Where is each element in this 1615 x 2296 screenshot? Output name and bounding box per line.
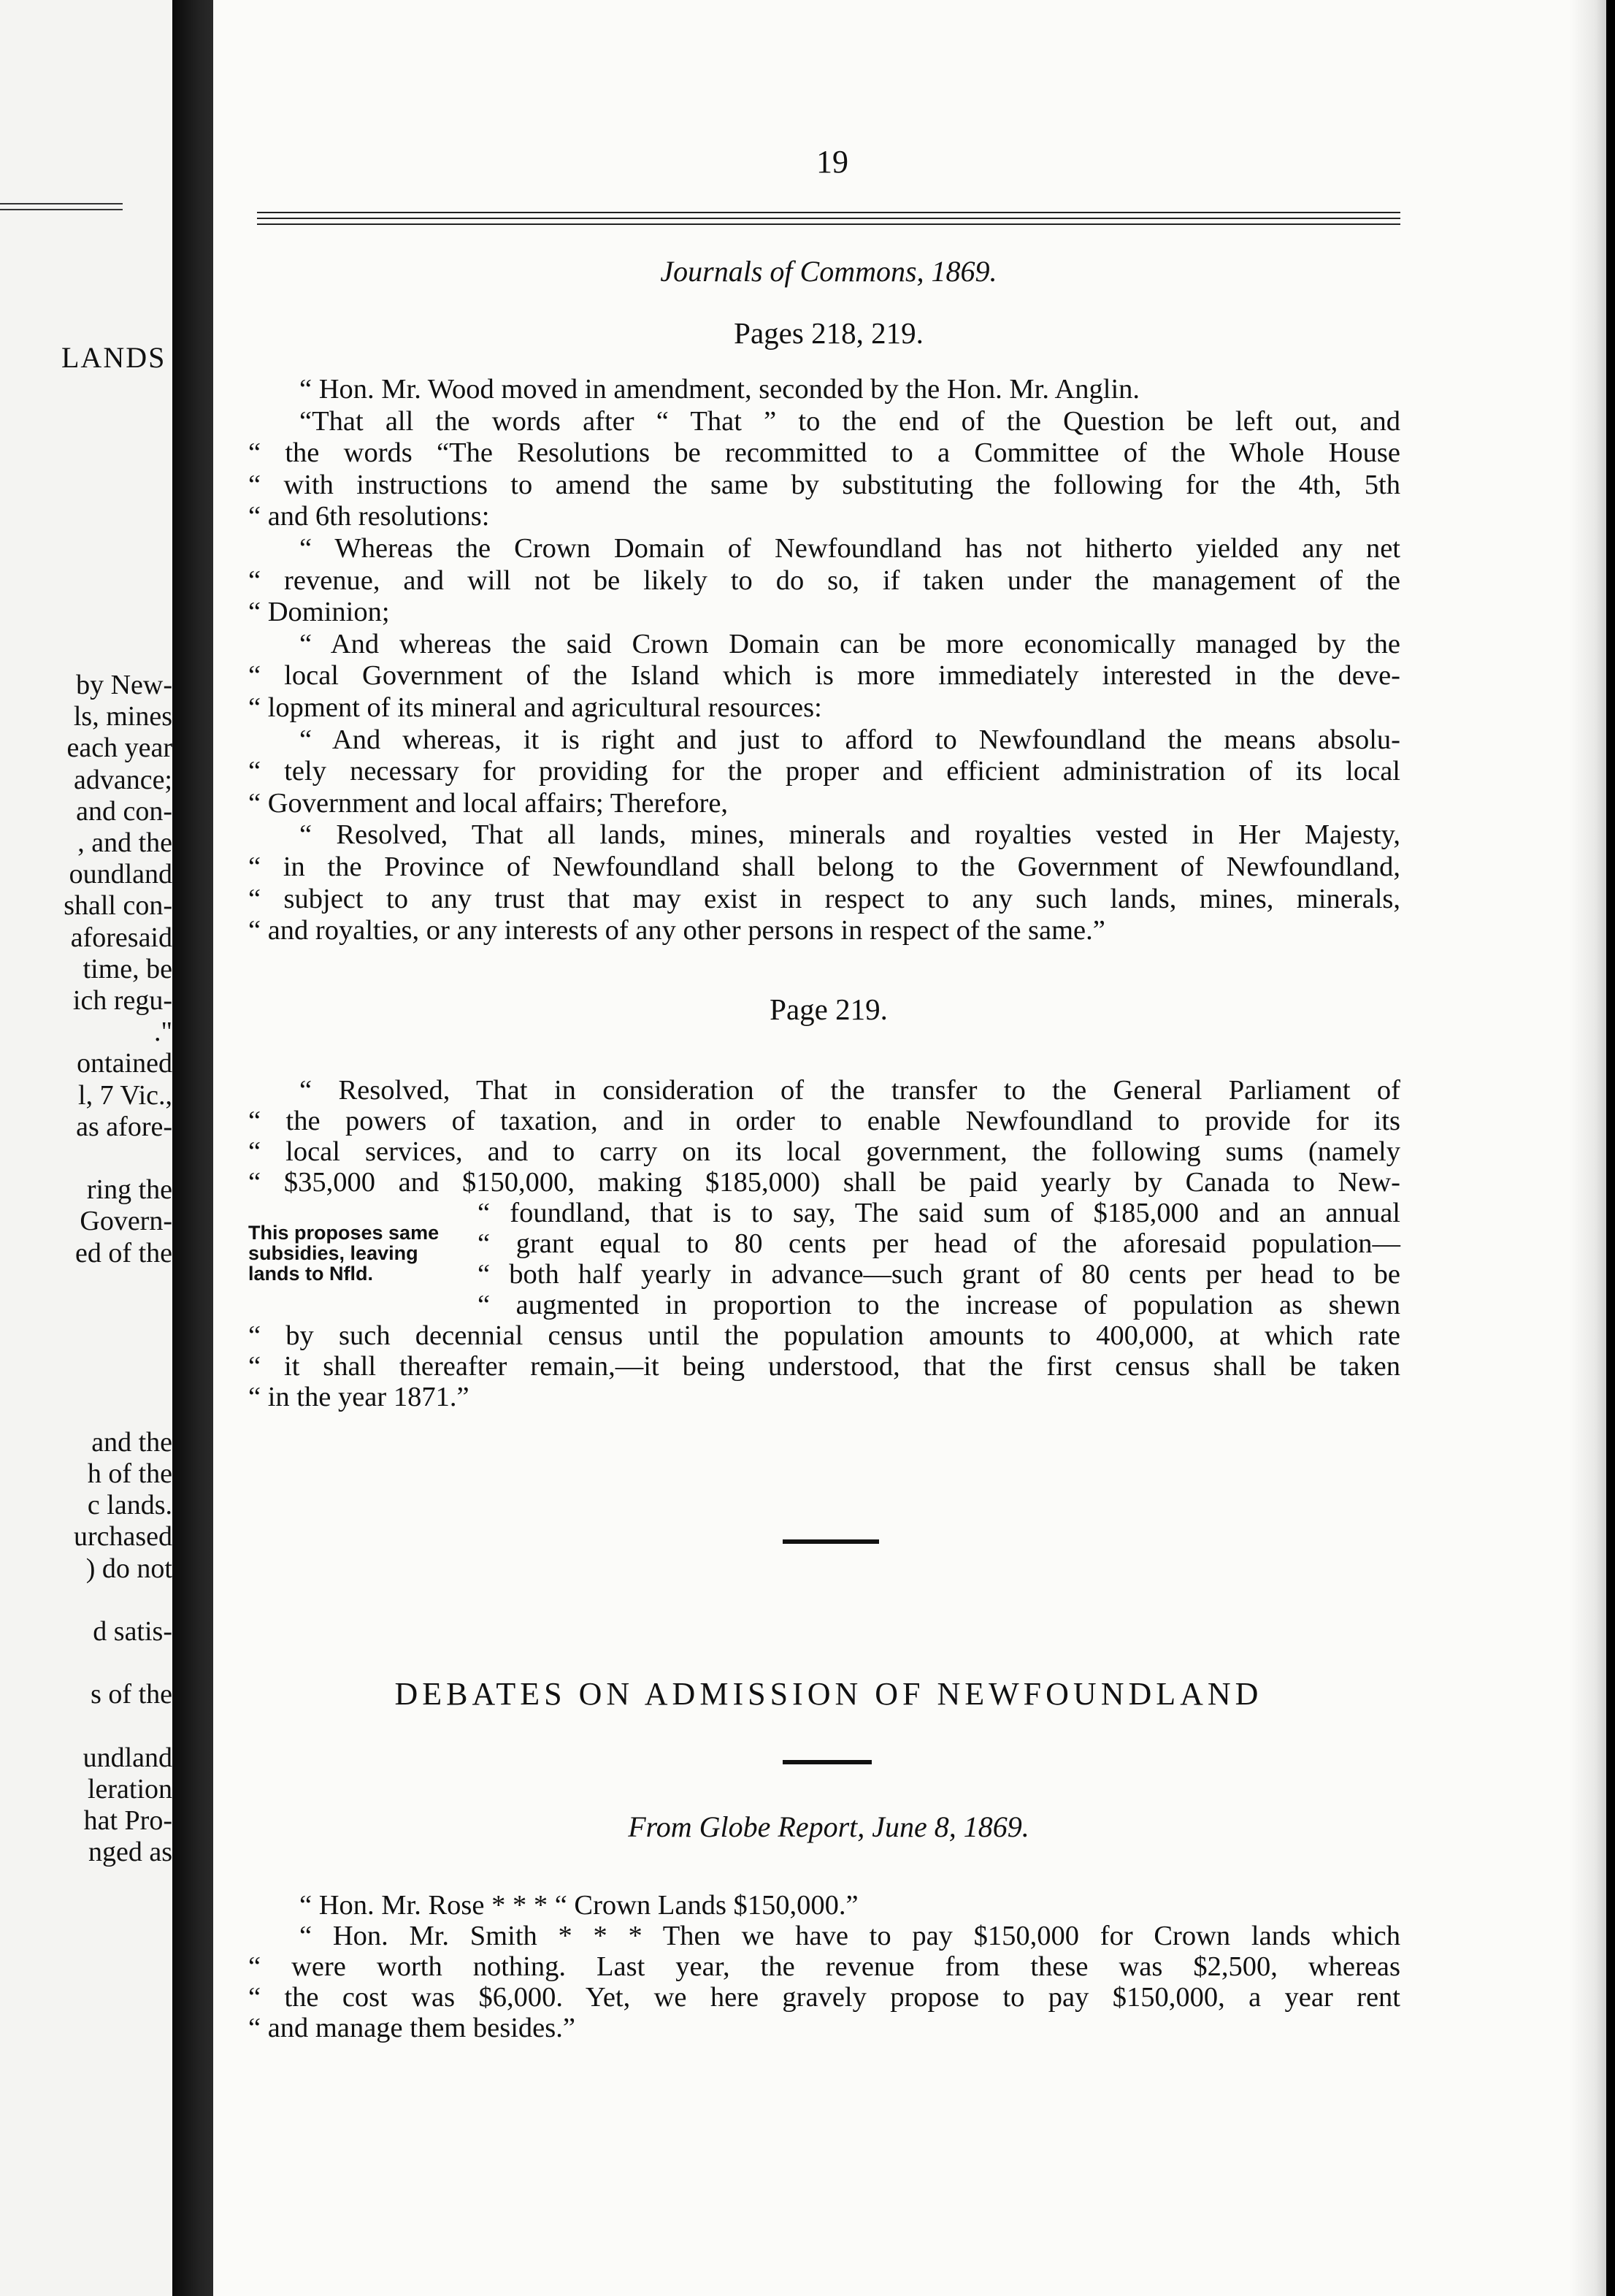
previous-page-line: ls, mines	[73, 701, 172, 732]
previous-page-line: ed of the	[75, 1237, 172, 1268]
page-edge	[1570, 0, 1606, 2296]
section2-line: “ Resolved, That in consideration of the transfer to the General Parliament of	[299, 1075, 1400, 1106]
section-divider	[783, 1539, 879, 1544]
section1-line: “ And whereas the said Crown Domain can be more economically managed by the	[299, 628, 1400, 659]
section3-line: “ were worth nothing. Last year, the revenue from these was $2,500, whereas	[248, 1951, 1400, 1982]
previous-page-heading: LANDS	[61, 341, 166, 374]
section1-line: “ revenue, and will not be likely to do so, if taken under the management of the	[248, 565, 1400, 596]
section1-line: “ lopment of its mineral and agricultural resources:	[248, 692, 822, 723]
previous-page-line: each year	[66, 732, 172, 764]
previous-page-line: l, 7 Vic.,	[78, 1079, 172, 1111]
section3-source	[257, 1810, 1400, 1844]
margin-note	[248, 1222, 467, 1284]
previous-page-line: Govern-	[80, 1206, 172, 1237]
section2-line: “ augmented in proportion to the increase of population as shewn	[477, 1290, 1400, 1320]
section2-line: “ in the year 1871.”	[248, 1382, 469, 1412]
previous-page-line: by New-	[76, 670, 172, 700]
header-rule	[257, 212, 1400, 213]
previous-page-line: d satis-	[93, 1616, 172, 1647]
previous-page-line: as afore-	[76, 1111, 172, 1142]
section1-line: “ Resolved, That all lands, mines, minerals and royalties vested in Her Majesty,	[299, 819, 1400, 851]
section2-line: “ the powers of taxation, and in order to enable Newfoundland to provide for its	[248, 1106, 1400, 1136]
page-gutter	[172, 0, 216, 2296]
header-rule	[257, 223, 1400, 225]
section3-line: “ and manage them besides.”	[248, 2013, 575, 2043]
section1-line: “ and royalties, or any interests of any other persons in respect of the same.”	[248, 915, 1105, 946]
previous-page-line: leration	[87, 1774, 172, 1805]
previous-page-line: time, be	[83, 953, 172, 984]
section2-line: “ local services, and to carry on its local government, the following sums (namely	[248, 1136, 1400, 1167]
section1-line: “ in the Province of Newfoundland shall belong to the Government of Newfoundland,	[248, 852, 1400, 882]
previous-page	[0, 0, 172, 2296]
section1-source	[257, 254, 1400, 288]
section1-line: “ And whereas, it is right and just to afford to Newfoundland the means absolu-	[299, 724, 1400, 755]
section2-line: “ grant equal to 80 cents per head of the aforesaid population—	[477, 1228, 1400, 1259]
section1-line: “ Whereas the Crown Domain of Newfoundland has not hitherto yielded any net	[299, 533, 1400, 564]
section3-line: “ Hon. Mr. Smith * * * Then we have to pay $150,000 for Crown lands which	[299, 1921, 1400, 1951]
section1-pages: Pages 218, 219.	[734, 316, 924, 350]
section3-heading: DEBATES ON ADMISSION OF NEWFOUNDLAND	[394, 1676, 1263, 1712]
section1-line: “ and 6th resolutions:	[248, 501, 490, 532]
margin-note-line: subsidies, leaving	[248, 1242, 418, 1264]
previous-page-line: and con-	[76, 795, 172, 827]
previous-page-line: aforesaid	[70, 922, 172, 953]
previous-page-line: ontained	[77, 1048, 172, 1079]
margin-note-line: This proposes same	[248, 1222, 440, 1244]
previous-page-line: , and the	[77, 827, 172, 858]
section2-pages: Page 219.	[770, 992, 888, 1026]
section-divider	[783, 1760, 872, 1764]
previous-page-line: and the	[91, 1426, 172, 1458]
previous-page-line: h of the	[87, 1458, 172, 1489]
section1-line: “ the words “The Resolutions be recommitted to a Committee of the Whole House	[248, 437, 1400, 469]
section2-line: “ by such decennial census until the population amounts to 400,000, at which rate	[248, 1320, 1400, 1351]
section2-line: “ both half yearly in advance—such grant of 80 cents per head to be	[477, 1259, 1400, 1290]
section1-line: “ tely necessary for providing for the proper and efficient administration of its local	[248, 756, 1400, 787]
previous-page-line: ) do not	[85, 1553, 172, 1584]
section1-line: “ subject to any trust that may exist in respect to any such lands, mines, minerals,	[248, 883, 1400, 914]
section2-line: “ it shall thereafter remain,—it being understood, that the first census shall be taken	[248, 1351, 1400, 1382]
previous-page-line: hat Pro-	[83, 1805, 172, 1837]
section1-line: “ Dominion;	[248, 597, 390, 628]
section2-line: “ foundland, that is to say, The said sum of $185,000 and an annual	[477, 1198, 1400, 1228]
header-rule	[257, 218, 1400, 219]
previous-page-line: urchased	[73, 1521, 172, 1553]
previous-page-line: nged as	[88, 1837, 172, 1868]
previous-page-line: ."	[153, 1017, 172, 1048]
previous-page-line: c lands.	[87, 1490, 172, 1521]
section1-line: “That all the words after “ That ” to the end of the Question be left out, and	[299, 405, 1400, 437]
section1-line: “ with instructions to amend the same by substituting the following for the 4th, 5th	[248, 469, 1400, 500]
section3-line: “ Hon. Mr. Rose * * * “ Crown Lands $150,000.”	[299, 1890, 859, 1921]
section3-source-text: From Globe Report, June 8, 1869.	[628, 1810, 1029, 1843]
section1-line: “ Hon. Mr. Wood moved in amendment, seconded by the Hon. Mr. Anglin.	[299, 374, 1140, 405]
previous-page-line: ring the	[86, 1174, 172, 1206]
page-number: 19	[816, 144, 848, 180]
previous-page-line: oundland	[69, 859, 172, 890]
section3-line: “ the cost was $6,000. Yet, we here gravely propose to pay $150,000, a year rent	[248, 1982, 1400, 2013]
previous-page-line: undland	[83, 1742, 172, 1773]
section1-line: “ local Government of the Island which is more immediately interested in the deve-	[248, 660, 1400, 692]
section2-line: “ $35,000 and $150,000, making $185,000) shall be paid yearly by Canada to New-	[248, 1167, 1400, 1198]
previous-page-line: advance;	[73, 764, 172, 795]
previous-page-line: ich regu-	[72, 985, 172, 1016]
section1-source-text: Journals of Commons, 1869.	[660, 255, 997, 288]
margin-note-line: lands to Nfld.	[248, 1263, 373, 1285]
previous-page-line: shall con-	[64, 890, 172, 922]
previous-page-rule	[0, 203, 123, 204]
previous-page-rule	[0, 209, 123, 210]
previous-page-line: s of the	[91, 1679, 172, 1710]
section1-line: “ Government and local affairs; Therefore,	[248, 787, 729, 819]
